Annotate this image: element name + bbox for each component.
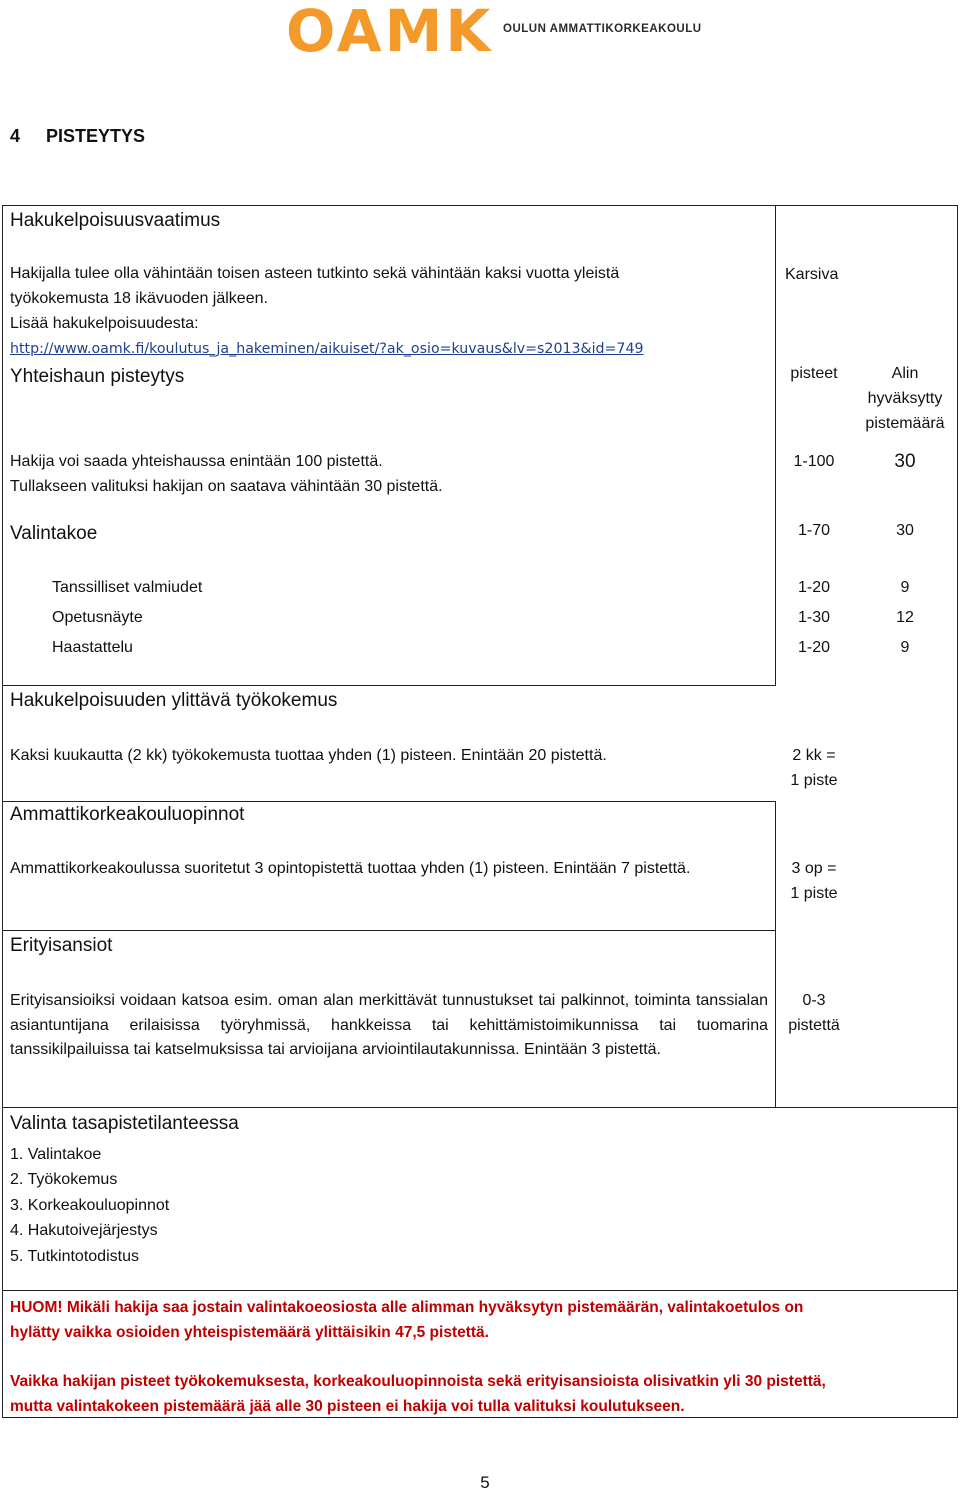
work-heading: Hakukelpoisuuden ylittävä työkokemus: [10, 690, 338, 711]
work-points: 1 piste: [790, 772, 838, 789]
joint-points: 1-100: [793, 453, 835, 470]
work-points: 2 kk =: [792, 747, 836, 764]
tie-item: 4. Hakutoivejärjestys: [10, 1222, 158, 1239]
eligibility-text: Hakijalla tulee olla vähintään toisen asteen tutkinto sekä vähintään kaksi vuotta yleistä: [10, 265, 620, 282]
min-column-header: hyväksytty: [867, 390, 943, 407]
exam-item-label: Opetusnäyte: [52, 609, 143, 626]
tie-heading: Valinta tasapistetilanteessa: [10, 1113, 239, 1134]
exam-item-min: 12: [896, 609, 914, 626]
exam-min: 30: [896, 522, 914, 539]
divider: [2, 685, 776, 686]
merits-points: 0-3: [802, 992, 826, 1009]
joint-text: Tullakseen valituksi hakijan on saatava vähintään 30 pistettä.: [10, 478, 443, 495]
joint-min: 30: [894, 451, 916, 472]
note-1-text: Mikäli hakija saa jostain valintakoeosiosta alle alimman hyväksytyn pistemäärän, valintakoetulos on: [62, 1299, 804, 1316]
divider: [775, 801, 776, 1107]
exam-item-points: 1-30: [797, 609, 831, 626]
studies-heading: Ammattikorkeakouluopinnot: [10, 804, 245, 825]
studies-text: Ammattikorkeakoulussa suoritetut 3 opintopistettä tuottaa yhden (1) pisteen. Enintään 7 pistettä.: [10, 860, 691, 877]
exam-item-min: 9: [900, 639, 910, 656]
points-column-header: pisteet: [790, 365, 838, 382]
studies-points: 1 piste: [790, 885, 838, 902]
min-column-header: Alin: [891, 365, 919, 382]
page-number: 5: [480, 1473, 490, 1492]
eligibility-type: Karsiva: [785, 266, 839, 283]
exam-item-points: 1-20: [797, 579, 831, 596]
note-1-lead: HUOM!: [10, 1299, 63, 1316]
eligibility-heading: Hakukelpoisuusvaatimus: [10, 210, 221, 231]
divider: [2, 1290, 958, 1291]
oamk-logo: OAMK: [286, 0, 494, 65]
section-title: PISTEYTYS: [46, 126, 146, 146]
tie-item: 5. Tutkintotodistus: [10, 1248, 139, 1265]
note-1: [10, 1296, 803, 1321]
note-1-text: hylätty vaikka osioiden yhteispistemäärä ylittäisikin 47,5 pistettä.: [10, 1324, 489, 1341]
joint-text: Hakija voi saada yhteishaussa enintään 100 pistettä.: [10, 453, 383, 470]
divider: [2, 1107, 958, 1108]
exam-item-label: Tanssilliset valmiudet: [52, 579, 203, 596]
divider: [2, 930, 776, 931]
min-column-header: pistemäärä: [865, 415, 945, 432]
studies-points: 3 op =: [791, 860, 837, 877]
tie-item: 1. Valintakoe: [10, 1146, 102, 1163]
joint-heading: Yhteishaun pisteytys: [10, 366, 185, 387]
note-2-text: mutta valintakokeen pistemäärä jää alle 30 pisteen ei hakija voi tulla valituksi koulutukseen.: [10, 1398, 685, 1415]
logo-subtitle: OULUN AMMATTIKORKEAKOULU: [503, 23, 702, 35]
exam-points: 1-70: [797, 522, 831, 539]
note-2-text: Vaikka hakijan pisteet työkokemuksesta, korkeakouluopinnoista sekä erityisansioista olisivatkin yli 30 pistettä,: [10, 1373, 826, 1390]
exam-heading: Valintakoe: [10, 523, 98, 544]
eligibility-text: Lisää hakukelpoisuudesta:: [10, 315, 199, 332]
exam-item-min: 9: [900, 579, 910, 596]
tie-item: 2. Työkokemus: [10, 1171, 118, 1188]
section-number: 4: [10, 126, 21, 146]
work-text: Kaksi kuukautta (2 kk) työkokemusta tuottaa yhden (1) pisteen. Enintään 20 pistettä.: [10, 747, 607, 764]
exam-item-label: Haastattelu: [52, 639, 133, 656]
tie-item: 3. Korkeakouluopinnot: [10, 1197, 170, 1214]
exam-item-points: 1-20: [797, 639, 831, 656]
merits-points: pistettä: [788, 1017, 840, 1034]
merits-heading: Erityisansiot: [10, 935, 113, 956]
divider: [2, 801, 776, 802]
eligibility-text: työkokemusta 18 ikävuoden jälkeen.: [10, 290, 268, 307]
eligibility-link[interactable]: http://www.oamk.fi/koulutus_ja_hakeminen/aikuiset/?ak_osio=kuvaus&lv=s2013&id=749: [10, 341, 644, 357]
merits-text: Erityisansioiksi voidaan katsoa esim. oman alan merkittävät tunnustukset tai palkinnot, toiminta tanssialan asiantuntijana erilaisissa työryhmissä, hankkeissa tai kehittämistoimikunnissa tai tuomarina tanssikilpailuissa tai katselmuksissa tai arvioijana arviointilautakunnissa. Enintään 3 pistettä.: [10, 992, 768, 1058]
